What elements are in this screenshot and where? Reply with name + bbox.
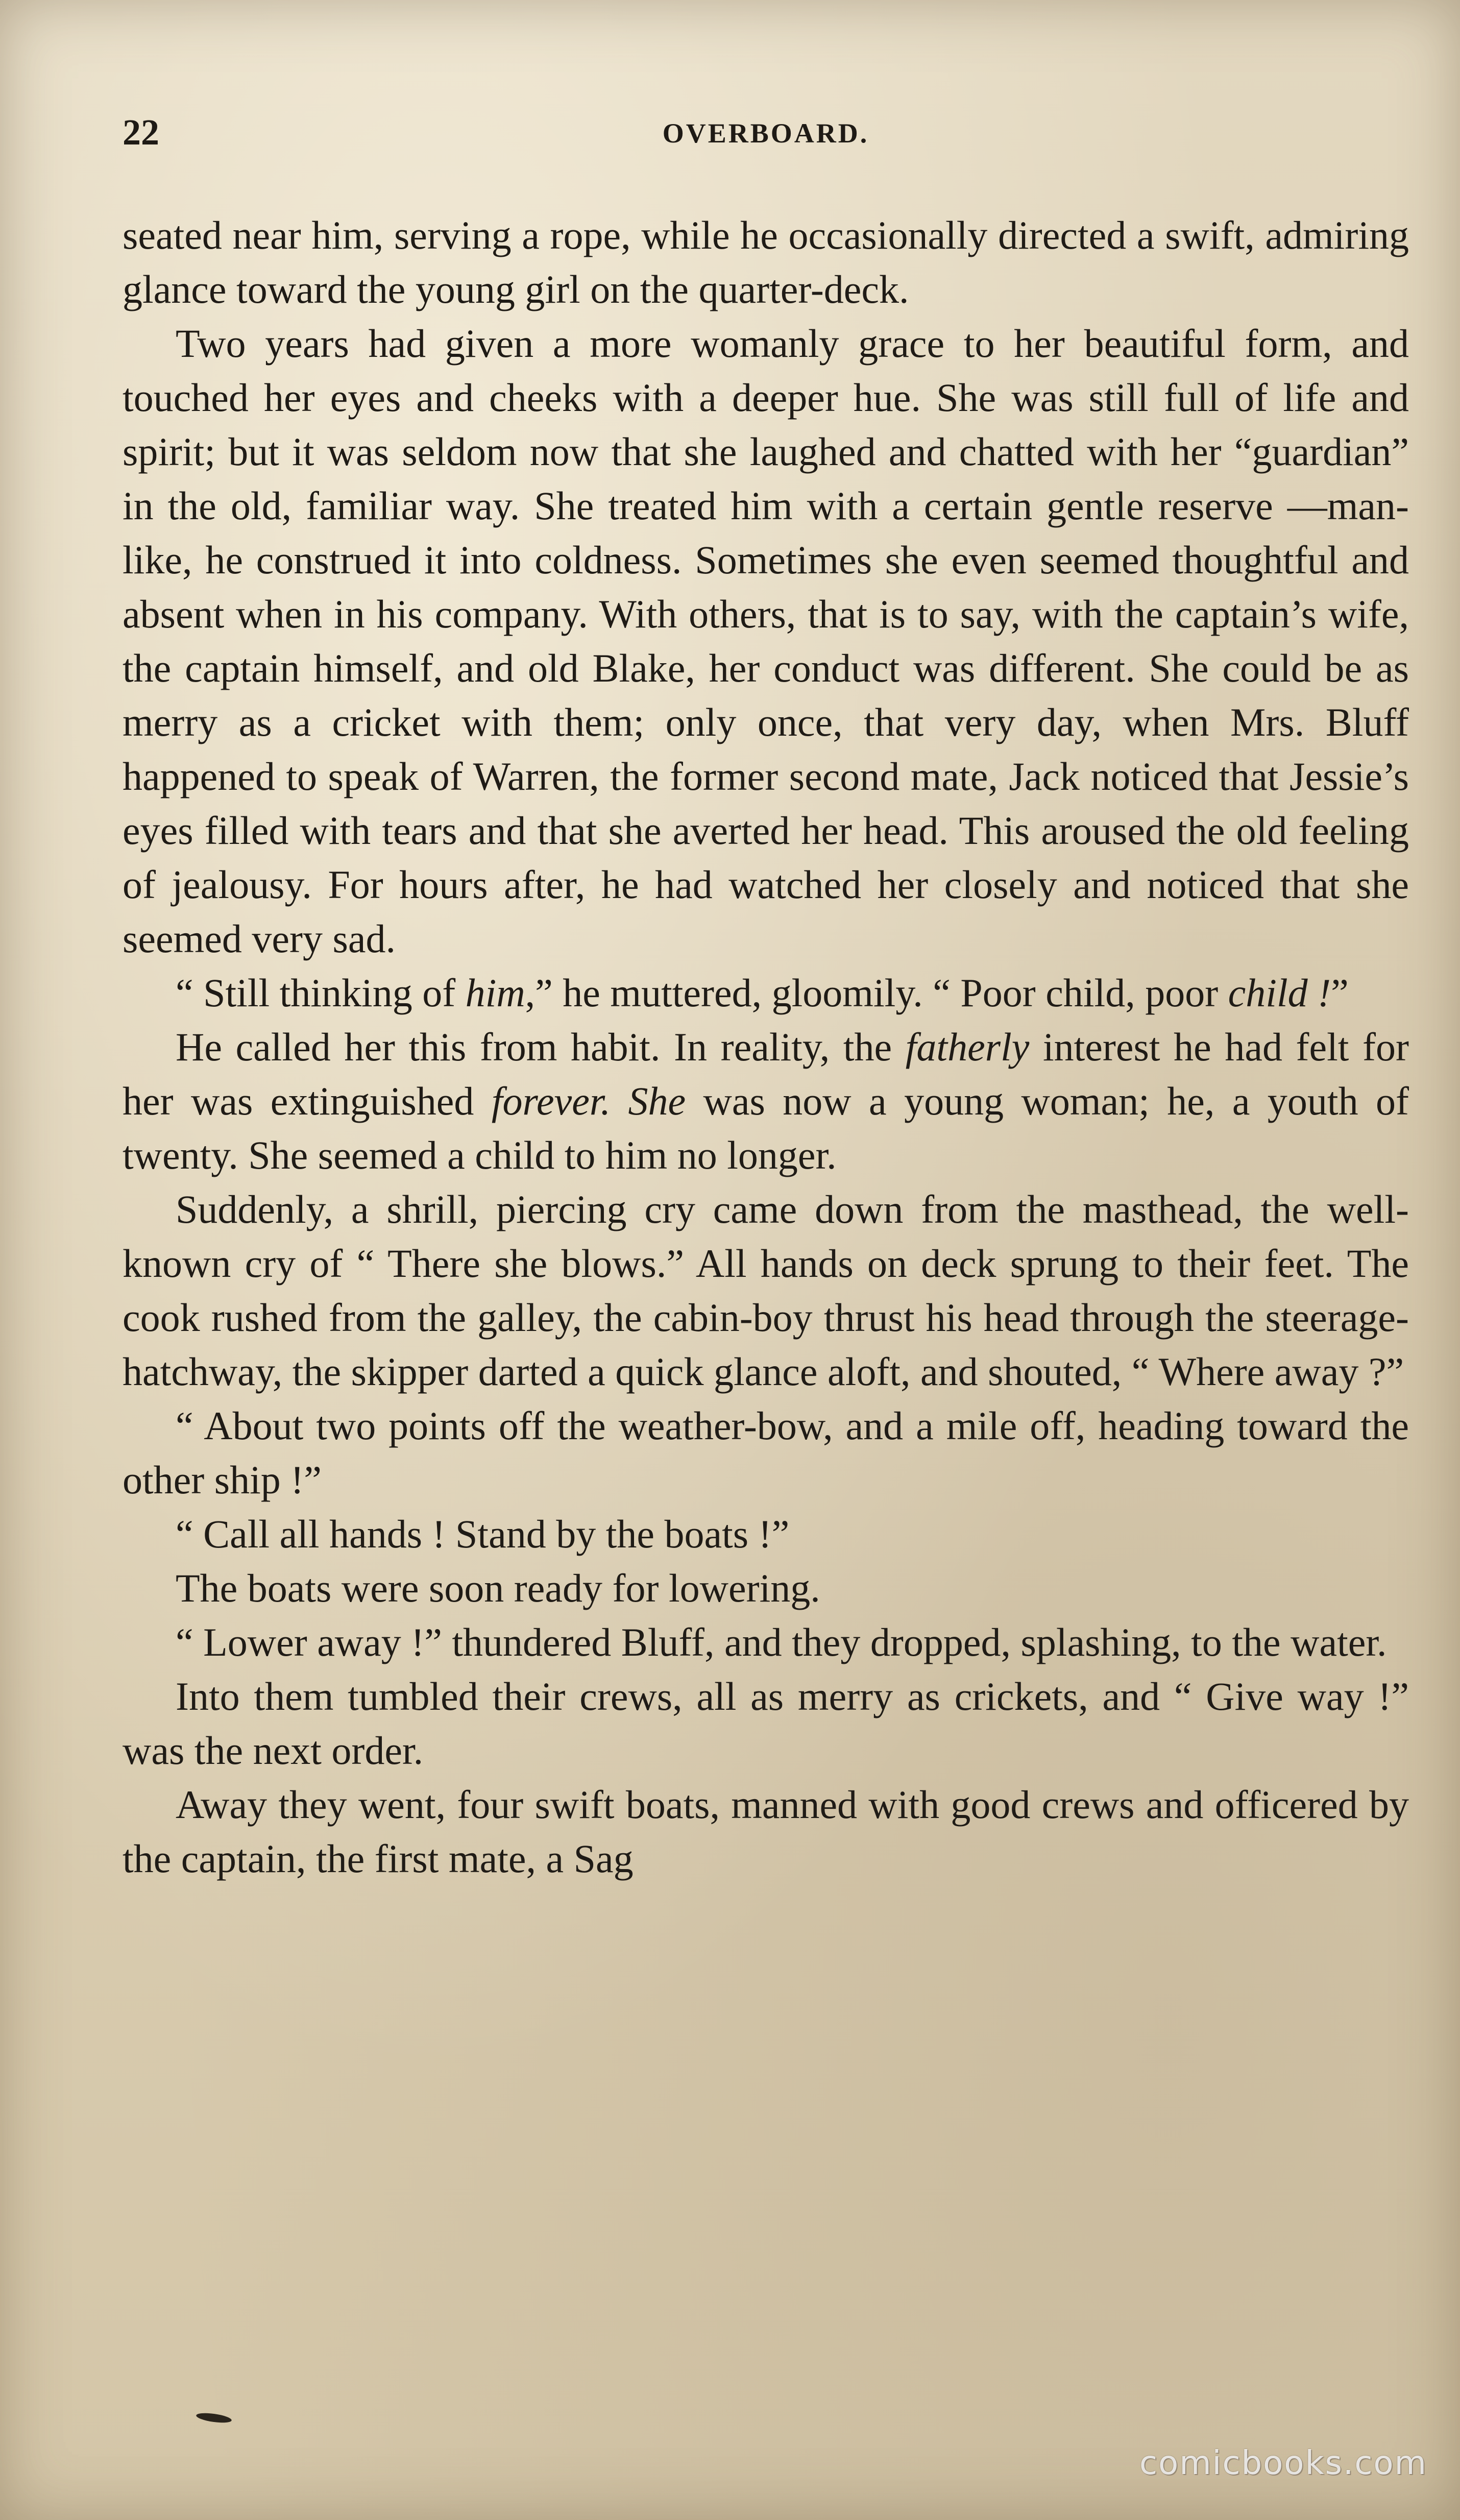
text-run: Two years had given a more womanly grace to her beautiful form, and touched her eyes and cheeks with a deeper hue. She was still full of life and spirit; but it was seldom now that she laughed and chatted with her “guardian” in the old, familiar way. She treated him with a certain gentle reserve —man-like, he construed it into coldness. Sometimes she even seemed thoughtful and absent when in his company. With others, that is to say, with the captain’s wife, the captain himself, and old Blake, her conduct was different. She could be as merry as a cricket with them; only once, that very day, when Mrs. Bluff happened to speak of Warren, the former second mate, Jack noticed that Jessie’s eyes filled with tears and that she averted her head. This aroused the old feeling of jealousy. For hours after, he had watched her closely and noticed that she seemed very sad. bbox=[123, 321, 1409, 961]
paragraph bbox=[123, 208, 1409, 317]
italic-text: She bbox=[628, 1079, 686, 1123]
text-run: “ Lower away !” thundered Bluff, and they dropped, splashing, to the water. bbox=[176, 1620, 1387, 1664]
italic-text: forever. bbox=[491, 1079, 611, 1123]
italic-text: fatherly bbox=[905, 1025, 1030, 1069]
text-run: Away they went, four swift boats, manned with good crews and officered by the captain, the first mate, a Sag bbox=[123, 1782, 1409, 1881]
paragraph bbox=[123, 1020, 1409, 1182]
paragraph bbox=[123, 317, 1409, 966]
text-run: “ Still thinking of bbox=[176, 971, 466, 1015]
ink-blot bbox=[196, 2411, 232, 2425]
italic-text: him bbox=[465, 971, 525, 1015]
italic-text: child ! bbox=[1228, 971, 1331, 1015]
text-run: He called her this from habit. In reality, the bbox=[176, 1025, 906, 1069]
text-run: “ About two points off the weather-bow, and a mile off, heading toward the other ship !” bbox=[123, 1403, 1409, 1502]
running-head: OVERBOARD. bbox=[662, 118, 869, 149]
paragraph bbox=[123, 1669, 1409, 1778]
paragraph bbox=[123, 1561, 1409, 1615]
paragraph bbox=[123, 1778, 1409, 1886]
page-number: 22 bbox=[123, 112, 159, 153]
paragraph bbox=[123, 966, 1409, 1020]
watermark: comicbooks.com bbox=[1139, 2444, 1427, 2482]
text-run: The boats were soon ready for lowering. bbox=[176, 1566, 820, 1610]
body-text bbox=[123, 208, 1409, 1886]
text-run bbox=[611, 1079, 628, 1123]
text-run: interest he had felt for her was extinguished bbox=[123, 1025, 1409, 1123]
paragraph bbox=[123, 1182, 1409, 1399]
text-run: Into them tumbled their crews, all as merry as crickets, and “ Give way !” was the next order. bbox=[123, 1674, 1409, 1773]
text-run: ” bbox=[1331, 971, 1349, 1015]
paragraph bbox=[123, 1507, 1409, 1561]
text-run: “ Call all hands ! Stand by the boats !” bbox=[176, 1512, 790, 1556]
page-header bbox=[123, 102, 1409, 163]
paragraph bbox=[123, 1399, 1409, 1507]
text-run: Suddenly, a shrill, piercing cry came down from the masthead, the well-known cry of “ There she blows.” All hands on deck sprung to their feet. The cook rushed from the galley, the cabin-boy thrust his head through the steerage-hatchway, the skipper darted a quick glance aloft, and shouted, “ Where away ?” bbox=[123, 1187, 1409, 1394]
paragraph bbox=[123, 1615, 1409, 1669]
text-run: ,” he muttered, gloomily. “ Poor child, poor bbox=[525, 971, 1228, 1015]
text-run: seated near him, serving a rope, while he occasionally directed a swift, admiring glance toward the young girl on the quarter-deck. bbox=[123, 213, 1409, 311]
text-run: was now a young woman; he, a youth of twenty. She seemed a child to him no longer. bbox=[123, 1079, 1409, 1177]
